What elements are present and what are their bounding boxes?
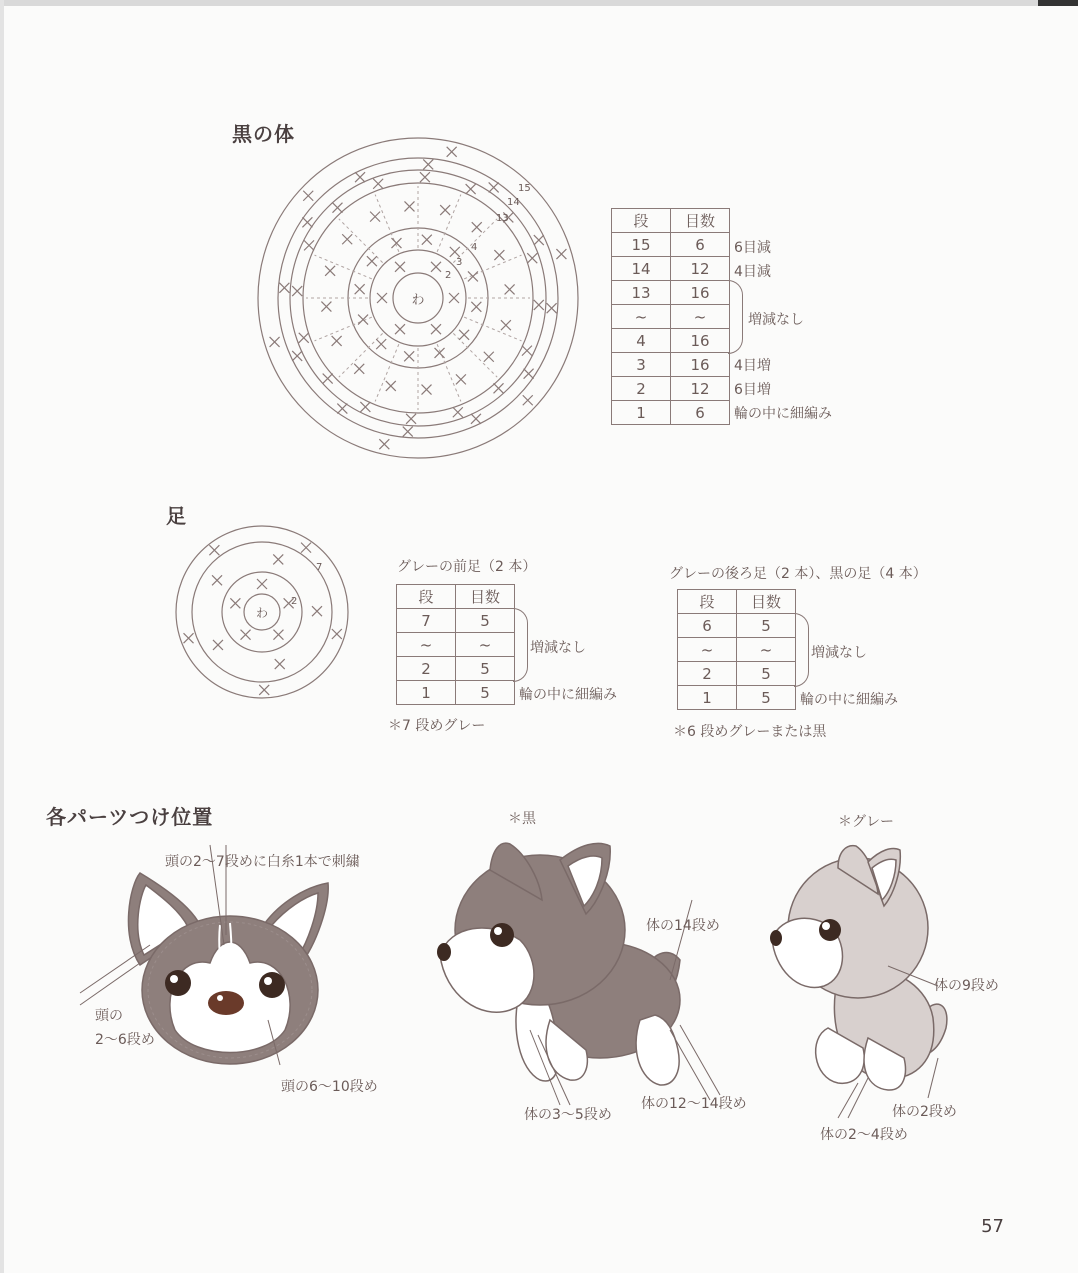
front-leg-row-dan: 2 xyxy=(397,657,456,681)
body-row1-note: 輪の中に細編み xyxy=(734,406,832,422)
front-leg-row-dan: ~ xyxy=(397,633,456,657)
scan-left-edge xyxy=(0,0,4,1273)
stitch-symbol xyxy=(431,262,441,272)
stitch-symbol xyxy=(370,212,380,222)
back-leg-row-dan: ~ xyxy=(678,638,737,662)
body-diagram-row14-label: 14 xyxy=(507,197,520,208)
stitch-symbol xyxy=(453,407,463,417)
stitch-guide-line xyxy=(437,344,461,401)
leg-diagram-center-label: わ xyxy=(255,606,269,620)
back-leg-row-me: ~ xyxy=(737,638,796,662)
stitch-symbol xyxy=(376,339,386,349)
body-row15-note: 6目減 xyxy=(734,240,771,256)
back-leg-row-dan: 6 xyxy=(678,614,737,638)
stitch-symbol xyxy=(184,633,194,643)
stitch-symbol xyxy=(556,249,566,259)
body-row-me: 6 xyxy=(671,401,730,425)
black-dog-caption: ＊黒 xyxy=(508,811,536,827)
stitch-symbol xyxy=(321,302,331,312)
stitch-guide-line xyxy=(315,317,372,341)
head-ears-label-line1: 頭の xyxy=(95,1008,123,1024)
stitch-symbol xyxy=(527,253,537,263)
stitch-symbol xyxy=(489,182,499,192)
stitch-symbol xyxy=(456,374,466,384)
stitch-symbol xyxy=(494,383,504,393)
body-row-me: 6 xyxy=(671,233,730,257)
scan-top-edge xyxy=(0,0,1078,6)
black-front-legs-label: 体の3～5段め xyxy=(524,1107,612,1123)
body-row-dan: 15 xyxy=(612,233,671,257)
stitch-symbol xyxy=(292,286,302,296)
stitch-symbol xyxy=(379,439,389,449)
stitch-symbol xyxy=(358,315,368,325)
body-row-dan: 4 xyxy=(612,329,671,353)
gray-tail-label: 体の2段め xyxy=(892,1104,957,1120)
body-row-me: 16 xyxy=(671,329,730,353)
body-diagram-row2-label: 2 xyxy=(445,270,452,281)
front-leg-caption: グレーの前足（2 本） xyxy=(397,559,537,575)
head-muzzle-label: 頭の6～10段め xyxy=(281,1079,378,1095)
back-leg-bracket-note: 増減なし xyxy=(811,645,867,661)
stitch-symbol xyxy=(332,629,342,639)
front-leg-header-dan: 段 xyxy=(397,585,456,609)
body-table-header-me: 目数 xyxy=(671,209,730,233)
gray-head-label: 体の9段め xyxy=(934,978,999,994)
stitch-symbol xyxy=(484,352,494,362)
stitch-symbol xyxy=(337,404,347,414)
head-ears-label-line2: 2～6段め xyxy=(95,1032,155,1048)
stitch-symbol xyxy=(395,262,405,272)
stitch-symbol xyxy=(302,217,312,227)
back-leg-row-me: 5 xyxy=(737,686,796,710)
body-row-dan: 13 xyxy=(612,281,671,305)
stitch-symbol xyxy=(354,364,364,374)
stitch-symbol xyxy=(494,250,504,260)
stitch-symbol xyxy=(325,266,335,276)
stitch-guide-line xyxy=(464,255,521,279)
body-table-header-dan: 段 xyxy=(612,209,671,233)
body-row-dan: 3 xyxy=(612,353,671,377)
leg-diagram-row2-label: 2 xyxy=(291,596,298,607)
stitch-guide-line xyxy=(437,195,461,252)
front-leg-last-note: 輪の中に細編み xyxy=(519,687,617,703)
stitch-symbol xyxy=(257,579,267,589)
stitch-symbol xyxy=(534,235,544,245)
stitch-symbol xyxy=(230,598,240,608)
stitch-guide-line xyxy=(375,195,399,252)
stitch-symbol xyxy=(472,222,482,232)
back-leg-caption: グレーの後ろ足（2 本）、黒の足（4 本） xyxy=(669,566,927,582)
front-leg-row-dan: 1 xyxy=(397,681,456,705)
gray-dog-illustration xyxy=(768,838,968,1098)
stitch-symbol xyxy=(524,369,534,379)
stitch-symbol xyxy=(332,336,342,346)
dog-head-illustration xyxy=(80,845,420,1085)
leg-diagram-row7-label: 7 xyxy=(316,562,323,573)
front-leg-bracket xyxy=(513,608,528,682)
body-row-me: ~ xyxy=(671,305,730,329)
body-row2-note: 6目増 xyxy=(734,382,771,398)
body-row14-note: 4目減 xyxy=(734,264,771,280)
stitch-symbol xyxy=(534,300,544,310)
stitch-symbol xyxy=(292,351,302,361)
page-number: 57 xyxy=(981,1216,1004,1237)
front-leg-footnote: ＊7 段めグレー xyxy=(388,718,486,734)
back-leg-footnote: ＊6 段めグレーまたは黒 xyxy=(673,724,827,740)
stitch-symbol xyxy=(360,402,370,412)
stitch-guide-line xyxy=(315,255,372,279)
body-bracket xyxy=(728,280,743,354)
stitch-symbol xyxy=(395,324,405,334)
stitch-symbol xyxy=(303,191,313,201)
stitch-symbol xyxy=(547,303,557,313)
stitch-symbol xyxy=(406,414,416,424)
back-leg-bracket xyxy=(794,613,809,687)
stitch-symbol xyxy=(377,293,387,303)
stitch-symbol xyxy=(332,203,342,213)
stitch-symbol xyxy=(355,172,365,182)
stitch-symbol xyxy=(273,554,283,564)
stitch-symbol xyxy=(213,640,223,650)
body-row-me: 16 xyxy=(671,281,730,305)
stitch-symbol xyxy=(386,381,396,391)
body-row-table xyxy=(611,208,730,425)
body-row-me: 16 xyxy=(671,353,730,377)
stitch-symbol xyxy=(422,385,432,395)
stitch-symbol xyxy=(435,348,445,358)
back-leg-row-dan: 2 xyxy=(678,662,737,686)
stitch-symbol xyxy=(301,543,311,553)
stitch-symbol xyxy=(275,659,285,669)
stitch-symbol xyxy=(459,330,469,340)
stitch-symbol xyxy=(431,324,441,334)
back-leg-header-dan: 段 xyxy=(678,590,737,614)
body-row-dan: 2 xyxy=(612,377,671,401)
body-diagram-row15-label: 15 xyxy=(518,183,531,194)
body-heading: 黒の体 xyxy=(232,122,295,146)
body-diagram-row13-label: 13 xyxy=(496,213,509,224)
front-leg-row-me: 5 xyxy=(456,657,515,681)
stitch-symbol xyxy=(209,545,219,555)
body-diagram-row3-label: 3 xyxy=(456,257,463,268)
stitch-symbol xyxy=(373,179,383,189)
front-leg-row-me: 5 xyxy=(456,609,515,633)
front-leg-row-dan: 7 xyxy=(397,609,456,633)
stitch-symbol xyxy=(423,159,433,169)
back-leg-row-dan: 1 xyxy=(678,686,737,710)
front-leg-header-me: 目数 xyxy=(456,585,515,609)
back-leg-last-note: 輪の中に細編み xyxy=(800,692,898,708)
body-diagram-center-label: わ xyxy=(411,293,425,308)
legs-heading: 足 xyxy=(166,504,187,528)
stitch-symbol xyxy=(270,337,280,347)
stitch-symbol xyxy=(367,256,377,266)
stitch-symbol xyxy=(466,184,476,194)
stitch-guide-line xyxy=(375,344,399,401)
scan-top-edge-dark xyxy=(1038,0,1078,6)
stitch-symbol xyxy=(273,630,283,640)
placement-heading: 各パーツつけ位置 xyxy=(46,805,214,829)
stitch-symbol xyxy=(440,205,450,215)
stitch-symbol xyxy=(342,234,352,244)
back-leg-table xyxy=(677,589,796,710)
stitch-symbol xyxy=(404,351,414,361)
body-crochet-diagram xyxy=(255,138,585,468)
stitch-symbol xyxy=(404,201,414,211)
stitch-symbol xyxy=(450,247,460,257)
stitch-guide-line xyxy=(464,317,521,341)
stitch-symbol xyxy=(468,271,478,281)
front-leg-table xyxy=(396,584,515,705)
stitch-symbol xyxy=(471,414,481,424)
stitch-symbol xyxy=(304,240,314,250)
leg-crochet-diagram xyxy=(174,528,354,708)
body-bracket-note: 増減なし xyxy=(748,312,804,328)
stitch-symbol xyxy=(447,147,457,157)
gray-dog-caption: ＊グレー xyxy=(838,814,894,830)
body-row3-note: 4目増 xyxy=(734,358,771,374)
black-back-legs-label: 体の12～14段め xyxy=(641,1096,747,1112)
body-row-dan: ~ xyxy=(612,305,671,329)
stitch-symbol xyxy=(241,630,251,640)
body-row-dan: 1 xyxy=(612,401,671,425)
stitch-symbol xyxy=(449,293,459,303)
back-leg-row-me: 5 xyxy=(737,614,796,638)
back-leg-row-me: 5 xyxy=(737,662,796,686)
stitch-symbol xyxy=(522,346,532,356)
stitch-symbol xyxy=(299,333,309,343)
stitch-symbol xyxy=(422,235,432,245)
stitch-symbol xyxy=(312,606,322,616)
stitch-symbol xyxy=(403,427,413,437)
front-leg-row-me: 5 xyxy=(456,681,515,705)
stitch-symbol xyxy=(505,284,515,294)
back-leg-header-me: 目数 xyxy=(737,590,796,614)
gray-legs-label: 体の2～4段め xyxy=(820,1127,908,1143)
stitch-symbol xyxy=(523,395,533,405)
stitch-symbol xyxy=(355,284,365,294)
stitch-symbol xyxy=(391,238,401,248)
stitch-symbol xyxy=(259,685,269,695)
stitch-symbol xyxy=(212,575,222,585)
head-embroidery-label: 頭の2～7段めに白糸1本で刺繍 xyxy=(165,854,360,870)
stitch-symbol xyxy=(279,283,289,293)
body-row-me: 12 xyxy=(671,257,730,281)
front-leg-bracket-note: 増減なし xyxy=(530,640,586,656)
stitch-symbol xyxy=(420,172,430,182)
stitch-symbol xyxy=(501,320,511,330)
body-row-me: 12 xyxy=(671,377,730,401)
black-dog-illustration xyxy=(430,830,700,1090)
body-diagram-row4-label: 4 xyxy=(471,242,478,253)
front-leg-row-me: ~ xyxy=(456,633,515,657)
stitch-symbol xyxy=(323,374,333,384)
black-tail-label: 体の14段め xyxy=(646,918,720,934)
body-row-dan: 14 xyxy=(612,257,671,281)
stitch-symbol xyxy=(471,302,481,312)
